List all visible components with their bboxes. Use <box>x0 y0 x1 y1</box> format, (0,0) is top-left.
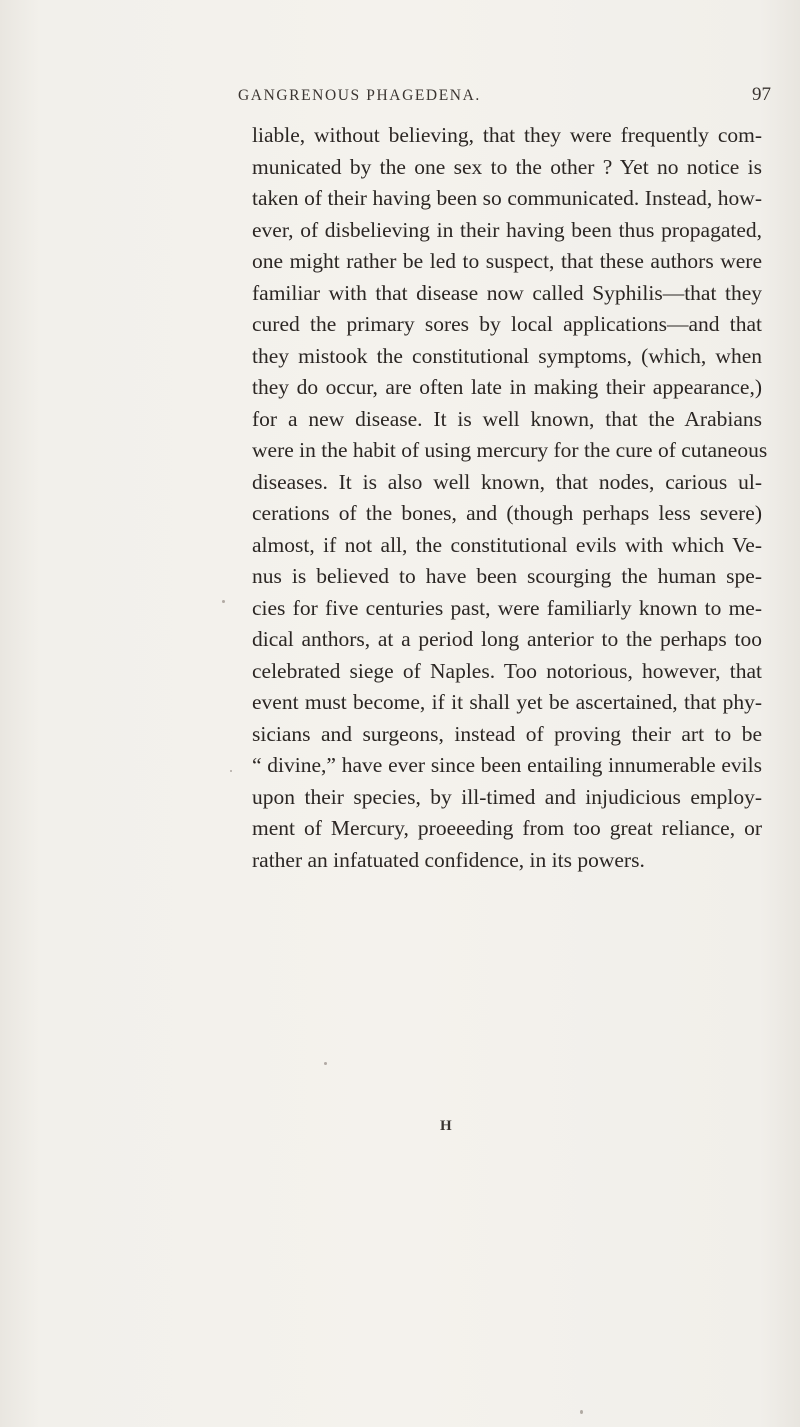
text-line: upon their species, by ill-timed and injudicious employ- <box>252 784 762 809</box>
paper-speck <box>324 1062 327 1065</box>
text-line: diseases. It is also well known, that nodes, carious ul- <box>252 469 762 494</box>
text-line: ever, of disbelieving in their having been thus propagated, <box>252 217 762 242</box>
text-line: ment of Mercury, proeeeding from too great reliance, or <box>252 816 762 840</box>
signature-mark: H <box>440 1118 452 1134</box>
text-line: celebrated siege of Naples. Too notorious, however, that <box>252 658 762 683</box>
text-line: municated by the one sex to the other ? Yet no notice is <box>252 154 762 179</box>
text-line: cured the primary sores by local applications—and that <box>252 312 762 336</box>
text-line: cies for five centuries past, were familiarly known to me- <box>252 595 762 620</box>
text-line: rather an infatuated confidence, in its powers. <box>252 847 645 872</box>
text-line: liable, without believing, that they were frequently com- <box>252 123 762 147</box>
text-line: event must become, if it shall yet be ascertained, that phy- <box>252 690 762 714</box>
text-line: they do occur, are often late in making their appearance,) <box>252 375 762 399</box>
text-line: “ divine,” have ever since been entailing innumerable evils <box>252 753 762 777</box>
paper-speck <box>580 1410 583 1414</box>
text-line: for a new disease. It is well known, that the Arabians <box>252 406 762 431</box>
text-line: sicians and surgeons, instead of proving their art to be <box>252 721 762 746</box>
text-line: cerations of the bones, and (though perhaps less severe) <box>252 501 762 525</box>
text-line: taken of their having been so communicated. Instead, how- <box>252 186 762 210</box>
body-paragraph <box>252 120 768 876</box>
text-line: almost, if not all, the constitutional evils with which Ve- <box>252 532 762 557</box>
text-line: dical anthors, at a period long anterior to the perhaps too <box>252 627 762 651</box>
text-line: were in the habit of using mercury for the cure of cutaneous <box>252 438 768 462</box>
text-line: nus is believed to have been scourging the human spe- <box>252 564 762 588</box>
text-line: they mistook the constitutional symptoms, (which, when <box>252 343 762 368</box>
running-head <box>0 84 800 108</box>
page-number: 97 <box>752 84 771 105</box>
running-title: GANGRENOUS PHAGEDENA. <box>238 87 481 104</box>
paper-speck <box>222 600 225 603</box>
text-line: one might rather be led to suspect, that these authors were <box>252 249 762 273</box>
paper-speck <box>230 770 232 772</box>
text-line: familiar with that disease now called Syphilis—that they <box>252 280 762 305</box>
